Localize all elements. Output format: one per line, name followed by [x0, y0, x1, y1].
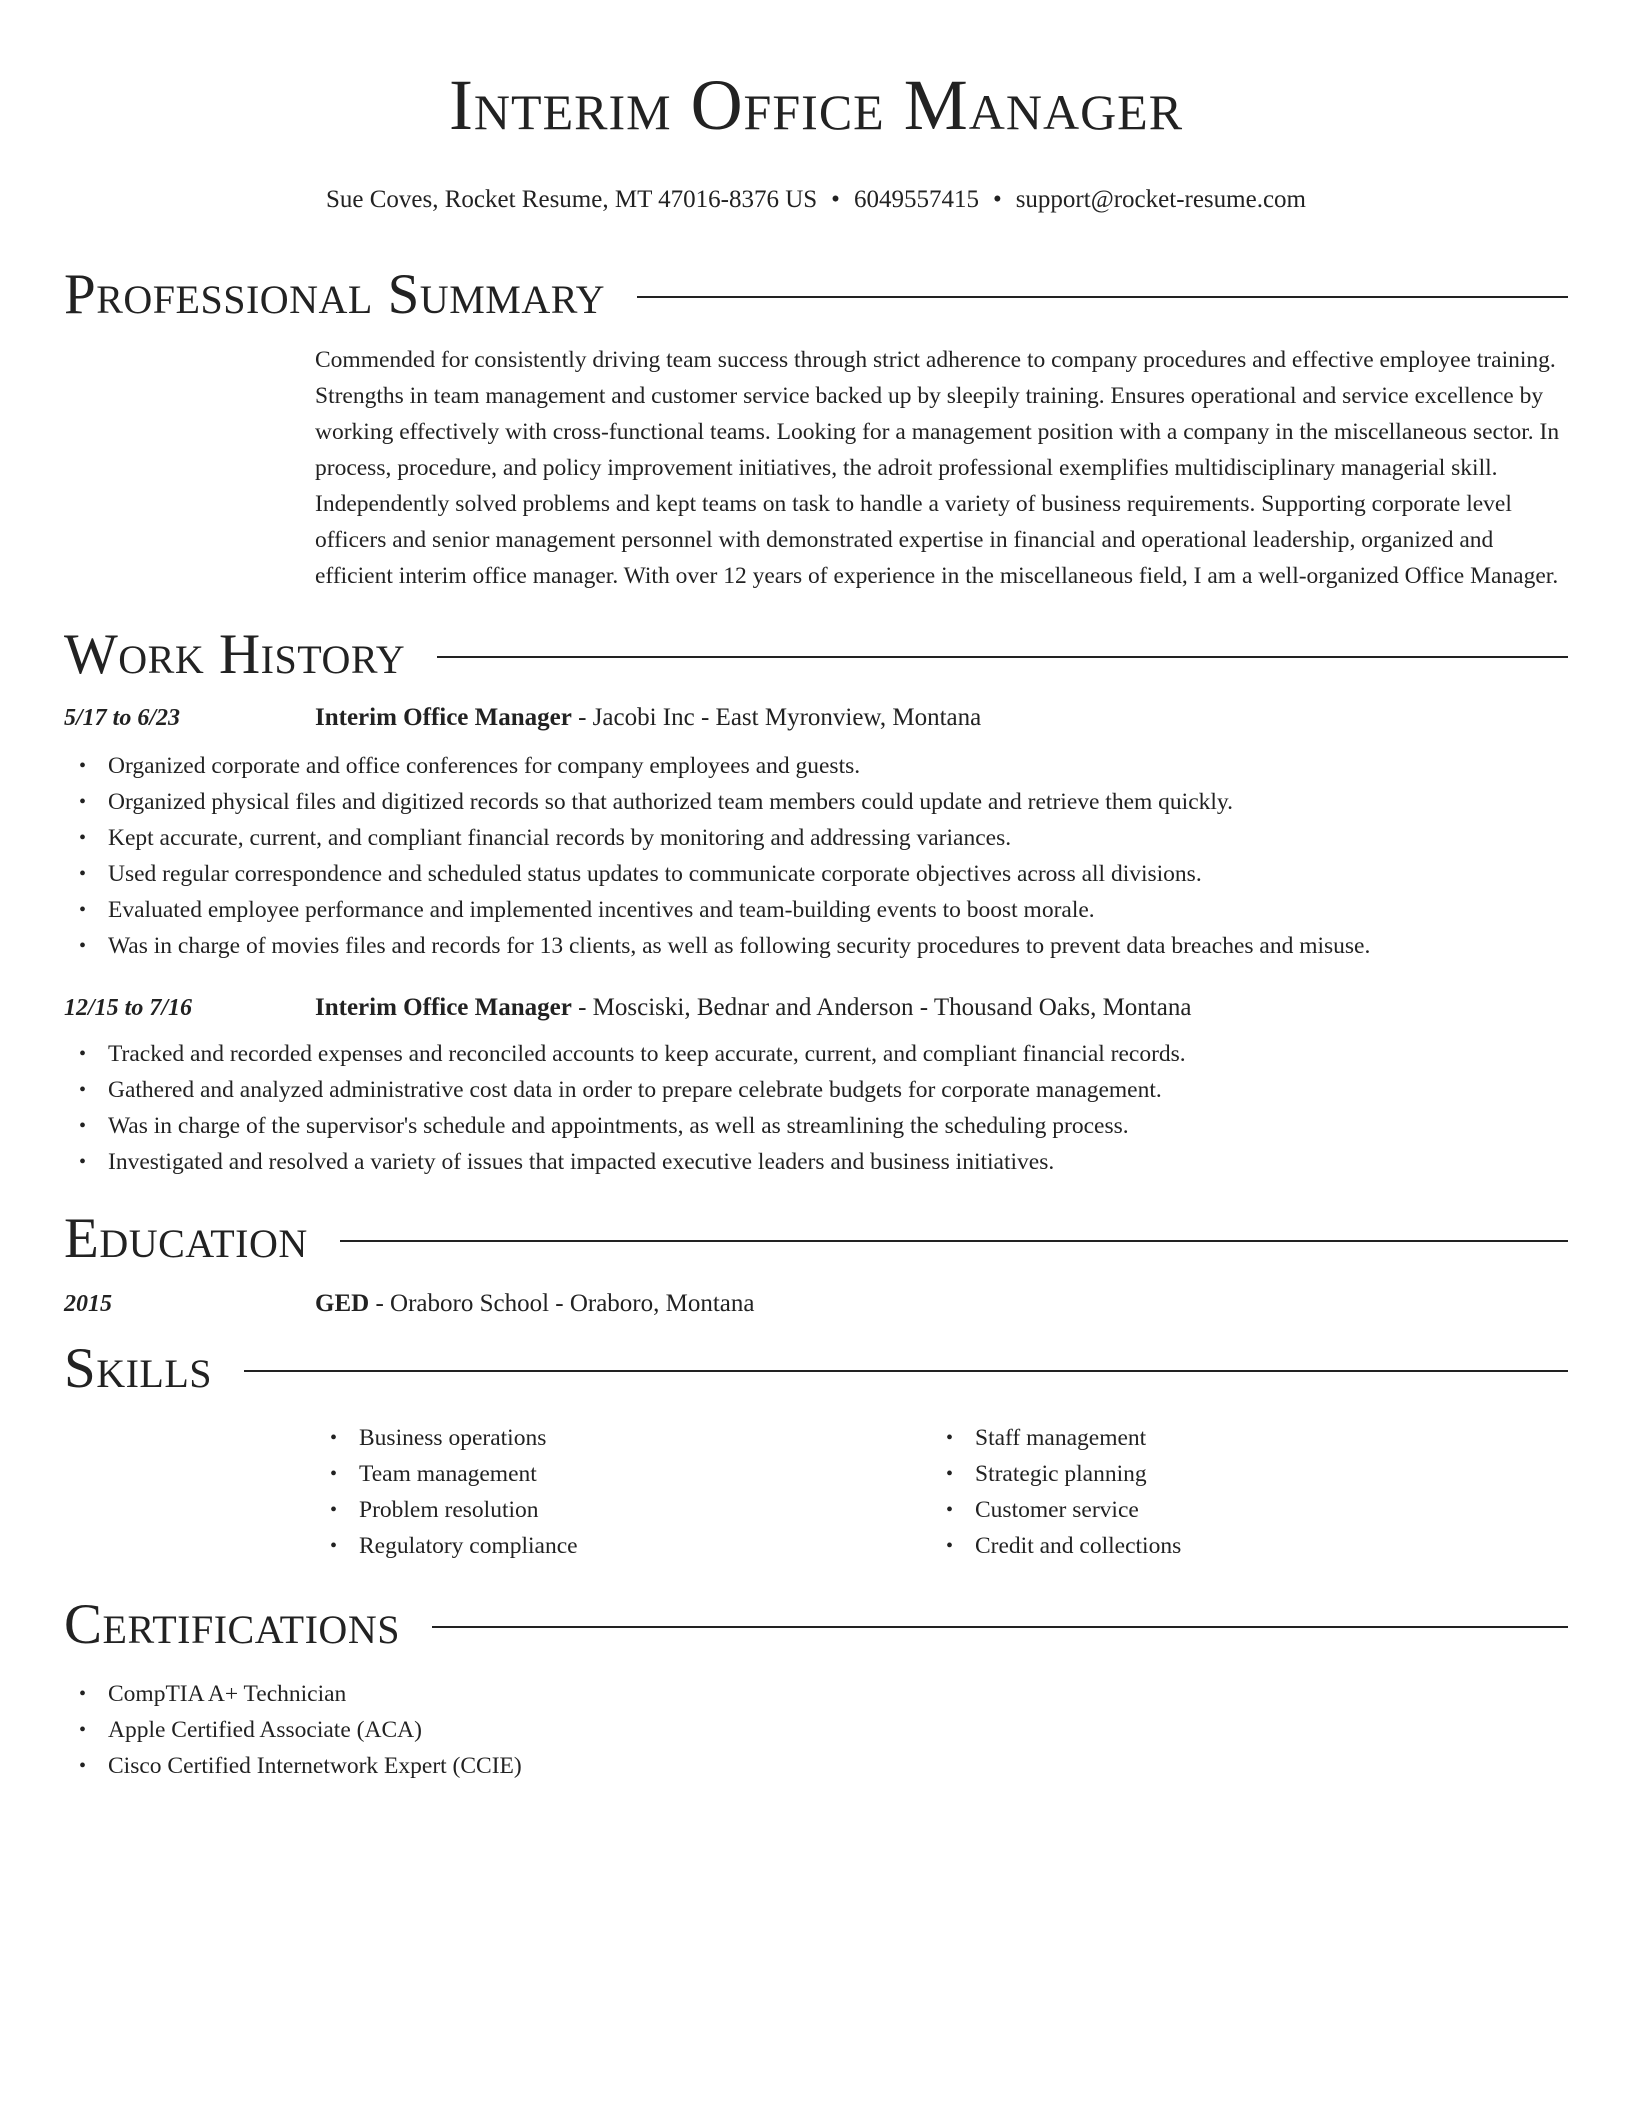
section-rule — [437, 656, 1568, 658]
job-entry — [64, 704, 1568, 964]
section-heading-summary — [64, 260, 1568, 330]
section-heading-certifications — [64, 1590, 1568, 1660]
summary-text: Commended for consistently driving team success through strict adherence to company procedures and effective employee training. Strengths in team management and customer service backed up by sleepily training. Ensures operational and service excellence by working effectively with cross-functional teams. Looking for a management position with a company in the miscellaneous sector. In process, procedure, and policy improvement initiatives, the adroit professional exemplifies multidisciplinary managerial skill. Independently solved problems and kept teams on task to handle a variety of business requirements. Supporting corporate level officers and senior management personnel with demonstrated expertise in financial and operational leadership, organized and efficient interim office manager. With over 12 years of experience in the miscellaneous field, I am a well-organized Office Manager. — [315, 347, 1560, 589]
list-item: • Organized physical files and digitized records so that authorized team members could update and retrieve them quickly. — [108, 784, 1568, 820]
list-item: • Kept accurate, current, and compliant financial records by monitoring and addressing variances. — [108, 820, 1568, 856]
contact-line — [64, 184, 1568, 216]
certifications-list — [64, 1676, 1568, 1784]
job-title-line — [315, 704, 981, 732]
job-title: Interim Office Manager — [315, 704, 572, 731]
skill-item: • Credit and collections — [975, 1528, 1547, 1564]
contact-separator: • — [831, 186, 840, 213]
job-header — [64, 704, 1568, 732]
section-title: Skills — [64, 1337, 213, 1400]
education-degree: GED — [315, 1290, 370, 1317]
skill-item: • Business operations — [359, 1420, 931, 1456]
job-bullets — [64, 748, 1568, 964]
skill-item: • Team management — [359, 1456, 931, 1492]
list-item: • Gathered and analyzed administrative cost data in order to prepare celebrate budgets for corporate management. — [108, 1072, 1568, 1108]
education-year: 2015 — [64, 1291, 112, 1317]
certification-item: • Apple Certified Associate (ACA) — [108, 1712, 1568, 1748]
section-rule — [244, 1370, 1568, 1372]
section-title: Certifications — [64, 1593, 400, 1656]
list-item: • Investigated and resolved a variety of issues that impacted executive leaders and business initiatives. — [108, 1144, 1568, 1180]
job-header — [64, 994, 1568, 1022]
certification-item: • Cisco Certified Internetwork Expert (CCIE) — [108, 1748, 1568, 1784]
resume-name-title: Interim Office Manager — [448, 65, 1184, 145]
skill-item: • Problem resolution — [359, 1492, 931, 1528]
contact-address: Sue Coves, Rocket Resume, MT 47016-8376 US — [325, 186, 818, 213]
section-rule — [340, 1240, 1568, 1242]
list-item: • Tracked and recorded expenses and reconciled accounts to keep accurate, current, and compliant financial records. — [108, 1036, 1568, 1072]
section-rule — [432, 1626, 1568, 1628]
section-heading-education — [64, 1204, 1568, 1274]
list-item: • Organized corporate and office conferences for company employees and guests. — [108, 748, 1568, 784]
contact-email: support@rocket-resume.com — [1015, 186, 1306, 213]
education-line — [315, 1290, 755, 1318]
contact-separator: • — [992, 186, 1002, 213]
job-details: - Jacobi Inc - East Myronview, Montana — [571, 704, 982, 731]
job-entry — [64, 994, 1568, 1180]
list-item: • Was in charge of the supervisor's schedule and appointments, as well as streamlining the scheduling process. — [108, 1108, 1568, 1144]
skill-item: • Strategic planning — [975, 1456, 1547, 1492]
list-item: • Used regular correspondence and scheduled status updates to communicate corporate objectives across all divisions. — [108, 856, 1568, 892]
list-item: • Evaluated employee performance and implemented incentives and team-building events to boost morale. — [108, 892, 1568, 928]
education-details: - Oraboro School - Oraboro, Montana — [369, 1290, 755, 1317]
section-title: Work History — [64, 623, 406, 686]
section-title: Education — [64, 1207, 308, 1270]
section-heading-work-history — [64, 620, 1568, 690]
section-rule — [637, 296, 1568, 298]
job-details: - Mosciski, Bednar and Anderson - Thousand Oaks, Montana — [571, 994, 1192, 1021]
skill-item: • Staff management — [975, 1420, 1547, 1456]
skill-item: • Customer service — [975, 1492, 1547, 1528]
section-heading-skills — [64, 1334, 1568, 1404]
skill-item: • Regulatory compliance — [359, 1528, 931, 1564]
job-dates: 12/15 to 7/16 — [64, 995, 193, 1021]
job-title: Interim Office Manager — [315, 994, 572, 1021]
skills-list-left — [315, 1420, 931, 1564]
job-title-line — [315, 994, 1191, 1022]
certification-item: • CompTIA A+ Technician — [108, 1676, 1568, 1712]
list-item: • Was in charge of movies files and records for 13 clients, as well as following security procedures to prevent data breaches and misuse. — [108, 928, 1568, 964]
resume-page — [64, 0, 1568, 1784]
job-dates: 5/17 to 6/23 — [64, 705, 181, 731]
education-entry — [64, 1290, 1568, 1318]
skills-grid — [315, 1420, 1568, 1564]
contact-phone: 6049557415 — [853, 186, 979, 213]
section-title: Professional Summary — [64, 263, 606, 326]
job-bullets — [64, 1036, 1568, 1180]
skills-list-right — [931, 1420, 1547, 1564]
